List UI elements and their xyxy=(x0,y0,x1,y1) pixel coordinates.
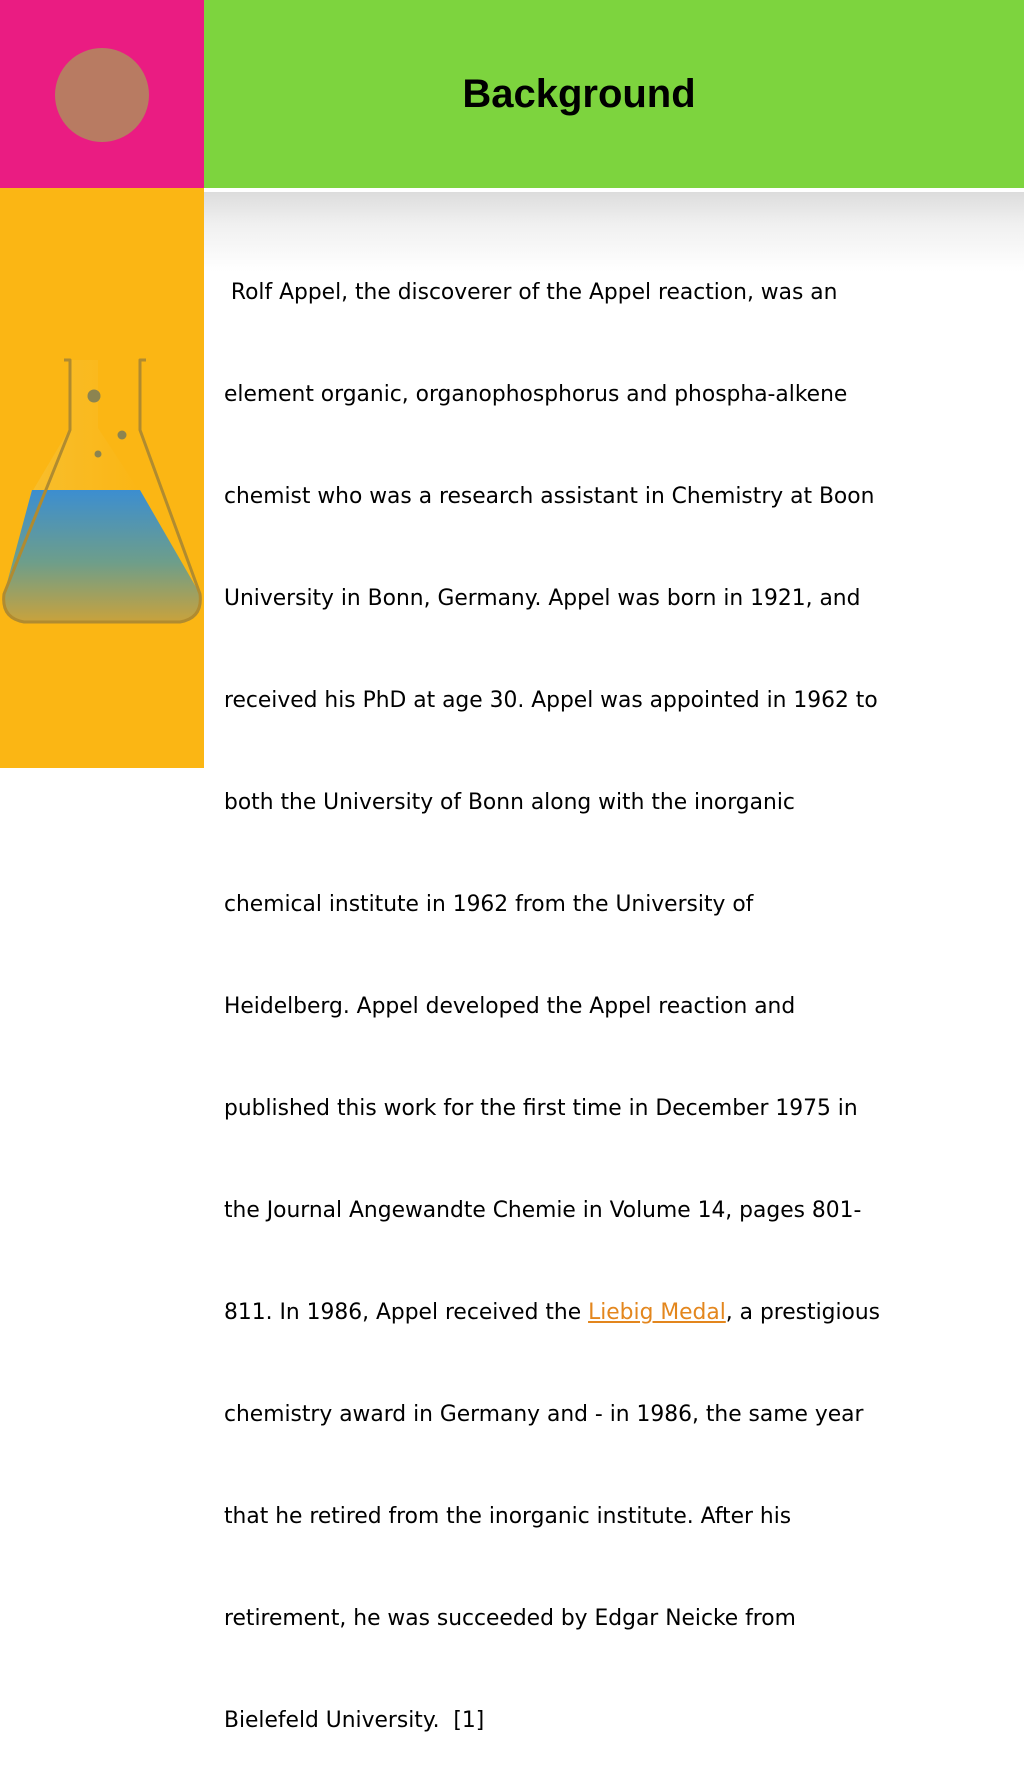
link-prefix: 811. In 1986, Appel received the xyxy=(224,1300,589,1325)
body-line: received his PhD at age 30. Appel was appointed in 1962 to xyxy=(224,688,878,713)
body-line: element organic, organophosphorus and phospha-alkene xyxy=(224,382,848,407)
body-line: Heidelberg. Appel developed the Appel reaction and xyxy=(224,994,796,1019)
body-line: chemist who was a research assistant in Chemistry at Boon xyxy=(224,484,875,509)
liebig-medal-link[interactable]: Liebig Medal xyxy=(588,1300,726,1325)
body-paragraph xyxy=(224,208,1004,1772)
body-line: that he retired from the inorganic institute. After his xyxy=(224,1504,792,1529)
body-line: University in Bonn, Germany. Appel was born in 1921, and xyxy=(224,586,861,611)
link-suffix: , a prestigious xyxy=(725,1300,881,1325)
circle-icon xyxy=(55,48,149,142)
slide-title: Background xyxy=(462,72,696,116)
flask-icon xyxy=(0,356,204,648)
body-line: the Journal Angewandte Chemie in Volume 14, pages 801- xyxy=(224,1198,862,1223)
body-line: Bielefeld University. [1] xyxy=(224,1708,485,1733)
body-line: both the University of Bonn along with the inorganic xyxy=(224,790,795,815)
body-line: chemistry award in Germany and - in 1986, the same year xyxy=(224,1402,864,1427)
body-line: published this work for the first time in December 1975 in xyxy=(224,1096,858,1121)
body-line: retirement, he was succeeded by Edgar Neicke from xyxy=(224,1606,796,1631)
body-line-with-link xyxy=(224,1296,1004,1330)
body-line: Rolf Appel, the discoverer of the Appel reaction, was an xyxy=(224,280,838,305)
body-line: chemical institute in 1962 from the University of xyxy=(224,892,754,917)
